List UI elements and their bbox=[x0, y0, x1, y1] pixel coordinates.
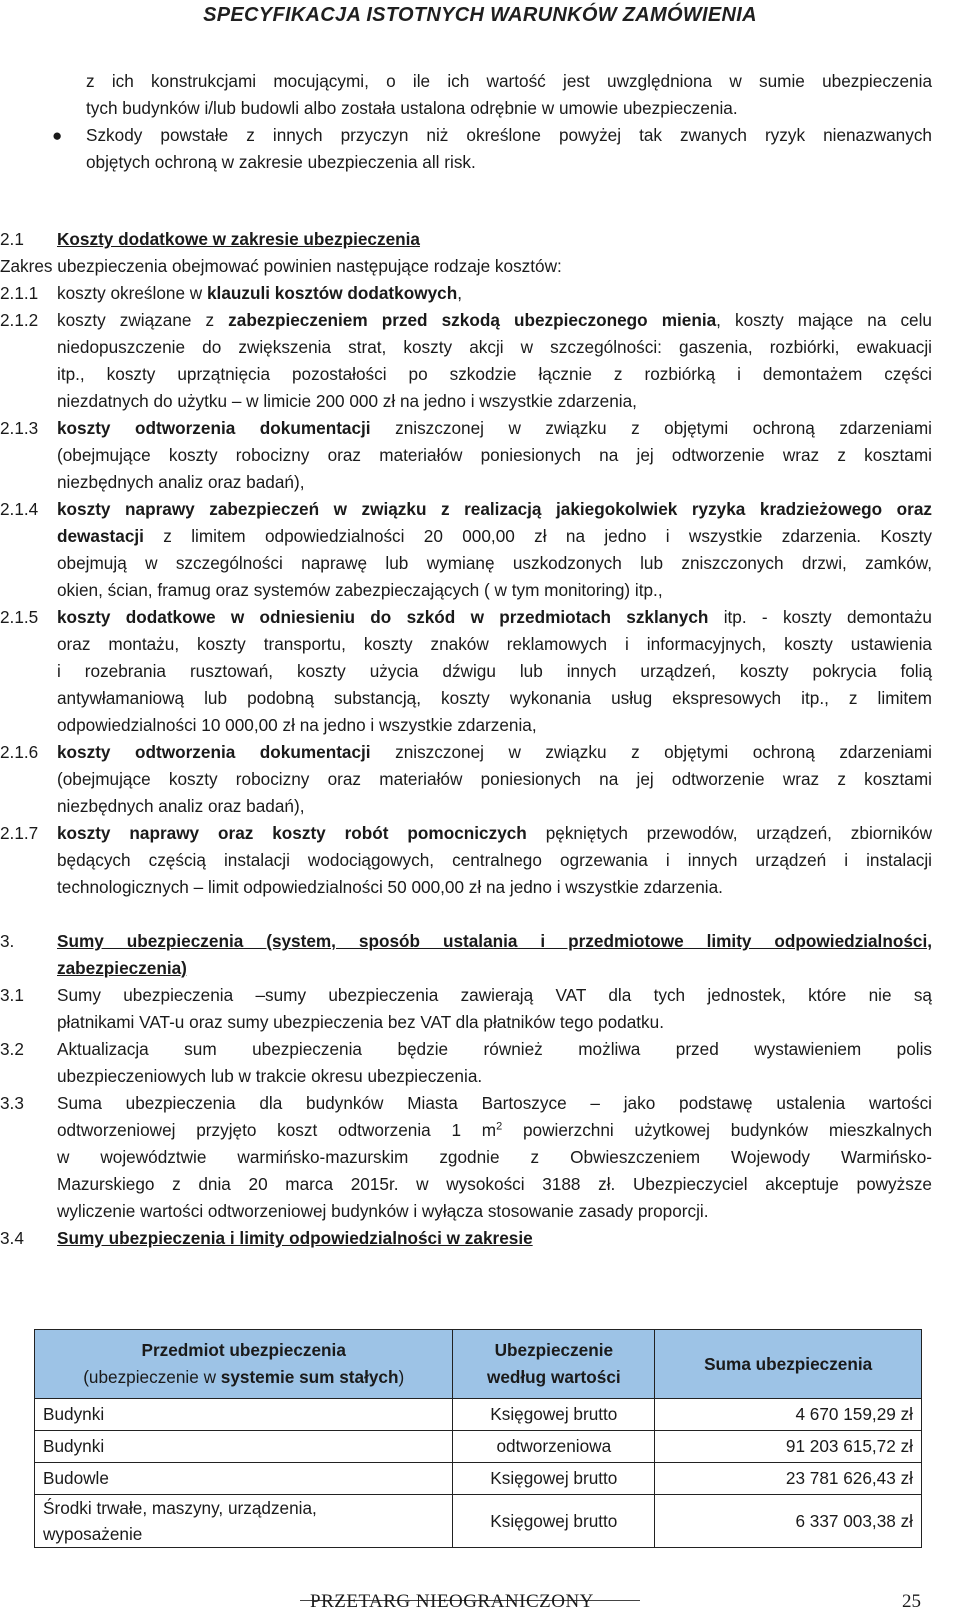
item-number: 3.2 bbox=[0, 1039, 24, 1059]
item-text: Aktualizacja sum ubezpieczenia będzie również możliwa przed wystawieniem polis bbox=[57, 1039, 932, 1059]
cell-item: Środki trwałe, maszyny, urządzenia, wyposażenie bbox=[35, 1495, 453, 1548]
table-row bbox=[35, 1399, 922, 1431]
item-text: dewastacji z limitem odpowiedzialności 20 000,00 zł na jedno i wszystkie zdarzenia. Koszty bbox=[57, 526, 932, 546]
item-number: 2.1.1 bbox=[0, 283, 39, 303]
item-text: koszty określone w klauzuli kosztów dodatkowych, bbox=[57, 283, 462, 303]
item-text: obejmują w szczególności naprawę lub wymianę uszkodzonych lub zniszczonych drzwi, zamków, bbox=[57, 553, 932, 573]
section-title: Sumy ubezpieczenia i limity odpowiedzialności w zakresie bbox=[57, 1228, 533, 1248]
item-number: 3.3 bbox=[0, 1093, 24, 1113]
item-text: niedopuszczenie do zwiększenia strat, koszty akcji w szczególności: gaszenia, rozbiórki, ewakuacji bbox=[57, 337, 932, 357]
item-text: Mazurskiego z dnia 20 marca 2015r. w wysokości 3188 zł. Ubezpieczyciel akceptuje powyższe bbox=[57, 1174, 932, 1194]
table-header-row bbox=[35, 1330, 922, 1399]
cell-basis: Księgowej brutto bbox=[453, 1399, 655, 1431]
item-text: ubezpieczeniowych lub w trakcie okresu ubezpieczenia. bbox=[57, 1066, 483, 1086]
section-intro: Zakres ubezpieczenia obejmować powinien następujące rodzaje kosztów: bbox=[0, 256, 562, 276]
item-text: koszty dodatkowe w odniesieniu do szkód w przedmiotach szklanych itp. - koszty demontażu bbox=[57, 607, 932, 627]
item-text: niezbędnych analiz oraz badań), bbox=[57, 472, 305, 492]
bullet-line: objętych ochroną w zakresie ubezpieczenia all risk. bbox=[86, 152, 476, 172]
item-text: w województwie warmińsko-mazurskim zgodnie z Obwieszczeniem Wojewody Warmińsko- bbox=[57, 1147, 932, 1167]
item-text: technologicznych – limit odpowiedzialności 50 000,00 zł na jedno i wszystkie zdarzenia. bbox=[57, 877, 723, 897]
item-number: 3.4 bbox=[0, 1228, 24, 1248]
section-title: zabezpieczenia) bbox=[57, 958, 187, 978]
item-text: będących częścią instalacji wodociągowych, centralnego ogrzewania i innych urządzeń i instalacji bbox=[57, 850, 932, 870]
item-text: koszty związane z zabezpieczeniem przed szkodą ubezpieczonego mienia, koszty mające na celu bbox=[57, 310, 932, 330]
item-number: 2.1.4 bbox=[0, 499, 39, 519]
cell-basis: Księgowej brutto bbox=[453, 1495, 655, 1548]
col-header-basis: Ubezpieczenie według wartości bbox=[453, 1330, 655, 1399]
item-text: odpowiedzialności 10 000,00 zł na jedno i wszystkie zdarzenia, bbox=[57, 715, 537, 735]
item-text: i rozebrania rusztowań, koszty użycia dźwigu lub innych urządzeń, koszty pokrycia folią bbox=[57, 661, 932, 681]
section-number: 3. bbox=[0, 931, 15, 951]
cell-basis: Księgowej brutto bbox=[453, 1463, 655, 1495]
item-number: 2.1.3 bbox=[0, 418, 39, 438]
cell-sum: 91 203 615,72 zł bbox=[655, 1431, 922, 1463]
paragraph-line: z ich konstrukcjami mocującymi, o ile ich wartość jest uwzględniona w sumie ubezpieczenia bbox=[86, 71, 932, 91]
item-number: 2.1.6 bbox=[0, 742, 39, 762]
item-text: koszty naprawy zabezpieczeń w związku z realizacją jakiegokolwiek ryzyka kradzieżowego oraz bbox=[57, 499, 932, 519]
item-text: itp., koszty uprzątnięcia pozostałości po szkodzie łącznie z rozbiórką i demontażem części bbox=[57, 364, 932, 384]
bullet-icon: ● bbox=[52, 126, 63, 145]
paragraph-line: tych budynków i/lub budowli albo została ustalona odrębnie w umowie ubezpieczenia. bbox=[86, 98, 738, 118]
item-text: koszty naprawy oraz koszty robót pomocniczych pękniętych przewodów, urządzeń, zbiorników bbox=[57, 823, 932, 843]
cell-basis: odtworzeniowa bbox=[453, 1431, 655, 1463]
cell-sum: 4 670 159,29 zł bbox=[655, 1399, 922, 1431]
item-number: 2.1.2 bbox=[0, 310, 39, 330]
item-text: oraz montażu, koszty transportu, koszty znaków reklamowych i informacyjnych, koszty ustawienia bbox=[57, 634, 932, 654]
page-header: SPECYFIKACJA ISTOTNYCH WARUNKÓW ZAMÓWIENIA bbox=[203, 4, 757, 26]
item-number: 2.1.5 bbox=[0, 607, 39, 627]
table-row bbox=[35, 1463, 922, 1495]
item-text: niezdatnych do użytku – w limicie 200 000 zł na jedno i wszystkie zdarzenia, bbox=[57, 391, 637, 411]
page-number: 25 bbox=[902, 1591, 921, 1612]
col-header-item: Przedmiot ubezpieczenia (ubezpieczenie w systemie sum stałych) bbox=[35, 1330, 453, 1399]
item-text: Sumy ubezpieczenia –sumy ubezpieczenia zawierają VAT dla tych jednostek, które nie są bbox=[57, 985, 932, 1005]
cell-item: Budowle bbox=[35, 1463, 453, 1495]
cell-item: Budynki bbox=[35, 1431, 453, 1463]
item-number: 3.1 bbox=[0, 985, 24, 1005]
section-number: 2.1 bbox=[0, 229, 24, 249]
item-text: koszty odtworzenia dokumentacji zniszczonej w związku z objętymi ochroną zdarzeniami bbox=[57, 418, 932, 438]
table-row bbox=[35, 1495, 922, 1548]
cell-sum: 23 781 626,43 zł bbox=[655, 1463, 922, 1495]
item-text: (obejmujące koszty robocizny oraz materiałów poniesionych na jej odtworzenie wraz z kosztami bbox=[57, 769, 932, 789]
item-text: koszty odtworzenia dokumentacji zniszczonej w związku z objętymi ochroną zdarzeniami bbox=[57, 742, 932, 762]
cell-item: Budynki bbox=[35, 1399, 453, 1431]
item-text: antywłamaniową lub podobną substancją, koszty wykonania usług ekspresowych itp., z limitem bbox=[57, 688, 932, 708]
item-text: (obejmujące koszty robocizny oraz materiałów poniesionych na jej odtworzenie wraz z kosztami bbox=[57, 445, 932, 465]
page-footer: PRZETARG NIEOGRANICZONY bbox=[310, 1591, 594, 1612]
item-text: okien, ścian, framug oraz systemów zabezpieczających ( w tym monitoring) itp., bbox=[57, 580, 663, 600]
cell-sum: 6 337 003,38 zł bbox=[655, 1495, 922, 1548]
sums-table bbox=[34, 1329, 922, 1548]
section-title: Sumy ubezpieczenia (system, sposób ustalania i przedmiotowe limity odpowiedzialności, bbox=[57, 931, 932, 951]
item-number: 2.1.7 bbox=[0, 823, 39, 843]
item-text: niezbędnych analiz oraz badań), bbox=[57, 796, 305, 816]
item-text: Suma ubezpieczenia dla budynków Miasta Bartoszyce – jako podstawę ustalenia wartości bbox=[57, 1093, 932, 1113]
item-text: wyliczenie wartości odtworzeniowej budynków i wyłącza stosowanie zasady proporcji. bbox=[57, 1201, 709, 1221]
item-text: płatnikami VAT-u oraz sumy ubezpieczenia bez VAT dla płatników tego podatku. bbox=[57, 1012, 664, 1032]
bullet-line: Szkody powstałe z innych przyczyn niż określone powyżej tak zwanych ryzyk nienazwanych bbox=[86, 125, 932, 145]
item-text: odtworzeniowej przyjęto koszt odtworzenia 1 $m^2$ powierzchni użytkowej budynków mieszkalnych bbox=[57, 1120, 933, 1140]
table-row bbox=[35, 1431, 922, 1463]
col-header-sum: Suma ubezpieczenia bbox=[655, 1330, 922, 1399]
section-title: Koszty dodatkowe w zakresie ubezpieczenia bbox=[57, 229, 420, 249]
